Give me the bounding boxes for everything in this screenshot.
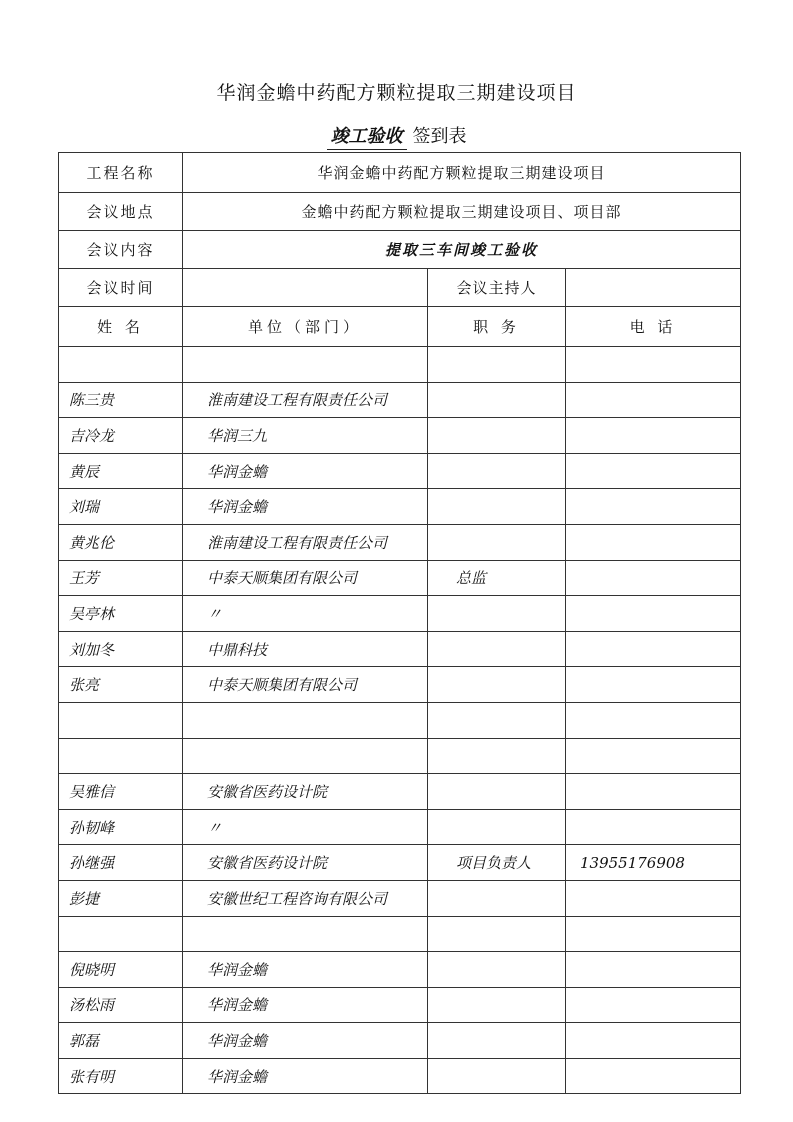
signature-phone-cell: 13955176908 — [566, 845, 741, 881]
signature-name-cell: 孙继强 — [59, 845, 183, 881]
time-row — [59, 269, 741, 307]
signature-position-cell — [428, 774, 566, 810]
signature-name-cell: 郭磊 — [59, 1023, 183, 1059]
signature-position-cell — [428, 987, 566, 1023]
content-value: 提取三车间竣工验收 — [183, 231, 741, 269]
time-value — [183, 269, 428, 307]
signature-name-cell: 刘加冬 — [59, 631, 183, 667]
signature-unit-cell: 中泰天顺集团有限公司 — [183, 560, 428, 596]
document-title: 华润金蟾中药配方颗粒提取三期建设项目 — [216, 82, 577, 104]
signature-unit-cell: 安徽省医药设计院 — [183, 845, 428, 881]
col-unit-header: 单位（部门） — [183, 307, 428, 347]
signature-name-cell: 陈三贵 — [59, 382, 183, 418]
table-row — [59, 1058, 741, 1094]
col-phone-header: 电 话 — [566, 307, 741, 347]
signature-phone-cell — [566, 774, 741, 810]
col-name-header: 姓 名 — [59, 307, 183, 347]
signature-name-cell: 彭捷 — [59, 880, 183, 916]
table-row — [59, 702, 741, 738]
signature-position-cell: 项目负责人 — [428, 845, 566, 881]
table-row — [59, 667, 741, 703]
signature-name-cell — [59, 738, 183, 774]
signature-phone-cell — [566, 809, 741, 845]
signature-unit-cell: 华润金蟾 — [183, 453, 428, 489]
table-row — [59, 596, 741, 632]
project-label: 工程名称 — [59, 153, 183, 193]
signature-position-cell — [428, 524, 566, 560]
signature-phone-cell — [566, 952, 741, 988]
signature-unit-cell: 华润金蟾 — [183, 952, 428, 988]
signature-name-cell — [59, 347, 183, 383]
table-row — [59, 489, 741, 525]
table-row — [59, 524, 741, 560]
host-label: 会议主持人 — [428, 269, 566, 307]
signature-unit-cell — [183, 347, 428, 383]
signature-unit-cell: 安徽世纪工程咨询有限公司 — [183, 880, 428, 916]
table-row — [59, 453, 741, 489]
signature-position-cell — [428, 489, 566, 525]
table-row — [59, 987, 741, 1023]
signature-name-cell: 吴雅信 — [59, 774, 183, 810]
subtitle-printed: 签到表 — [412, 126, 467, 147]
col-position-header: 职 务 — [428, 307, 566, 347]
signature-name-cell: 黄兆伦 — [59, 524, 183, 560]
signature-unit-cell: 华润三九 — [183, 418, 428, 454]
signature-phone-cell — [566, 453, 741, 489]
table-row — [59, 845, 741, 881]
signature-unit-cell: 华润金蟾 — [183, 1058, 428, 1094]
sign-in-table — [58, 152, 741, 1094]
signature-name-cell: 张有明 — [59, 1058, 183, 1094]
signature-unit-cell: 〃 — [183, 809, 428, 845]
project-row — [59, 153, 741, 193]
location-value: 金蟾中药配方颗粒提取三期建设项目、项目部 — [183, 193, 741, 231]
signature-name-cell: 汤松雨 — [59, 987, 183, 1023]
signature-name-cell — [59, 702, 183, 738]
signature-position-cell — [428, 738, 566, 774]
signature-position-cell — [428, 418, 566, 454]
signature-unit-cell: 中泰天顺集团有限公司 — [183, 667, 428, 703]
signature-position-cell — [428, 453, 566, 489]
signature-name-cell: 吉冷龙 — [59, 418, 183, 454]
signature-phone-cell — [566, 524, 741, 560]
signature-position-cell — [428, 952, 566, 988]
project-value: 华润金蟾中药配方颗粒提取三期建设项目 — [183, 153, 741, 193]
signature-position-cell — [428, 916, 566, 952]
table-row — [59, 418, 741, 454]
table-row — [59, 560, 741, 596]
table-row — [59, 916, 741, 952]
signature-unit-cell: 〃 — [183, 596, 428, 632]
signature-position-cell — [428, 702, 566, 738]
signature-phone-cell — [566, 347, 741, 383]
signature-name-cell: 刘瑞 — [59, 489, 183, 525]
table-row — [59, 347, 741, 383]
signature-unit-cell: 中鼎科技 — [183, 631, 428, 667]
signature-unit-cell: 安徽省医药设计院 — [183, 774, 428, 810]
table-row — [59, 382, 741, 418]
signature-phone-cell — [566, 1023, 741, 1059]
document-subtitle — [0, 122, 793, 148]
signature-position-cell: 总监 — [428, 560, 566, 596]
location-label: 会议地点 — [59, 193, 183, 231]
table-row — [59, 809, 741, 845]
signature-phone-cell — [566, 382, 741, 418]
signature-position-cell — [428, 1058, 566, 1094]
signature-phone-cell — [566, 702, 741, 738]
signature-phone-cell — [566, 916, 741, 952]
signature-name-cell: 倪晓明 — [59, 952, 183, 988]
column-header-row — [59, 307, 741, 347]
signature-name-cell: 黄辰 — [59, 453, 183, 489]
host-value — [566, 269, 741, 307]
signature-phone-cell — [566, 987, 741, 1023]
signature-phone-cell — [566, 489, 741, 525]
signature-phone-cell — [566, 596, 741, 632]
signature-unit-cell — [183, 738, 428, 774]
signature-phone-cell — [566, 667, 741, 703]
table-row — [59, 738, 741, 774]
signature-phone-cell — [566, 560, 741, 596]
signature-name-cell: 孙韧峰 — [59, 809, 183, 845]
signature-position-cell — [428, 667, 566, 703]
table-row — [59, 631, 741, 667]
signature-name-cell: 张亮 — [59, 667, 183, 703]
signature-name-cell: 王芳 — [59, 560, 183, 596]
content-row — [59, 231, 741, 269]
signature-unit-cell: 华润金蟾 — [183, 987, 428, 1023]
signature-position-cell — [428, 809, 566, 845]
location-row — [59, 193, 741, 231]
signature-unit-cell: 淮南建设工程有限责任公司 — [183, 524, 428, 560]
table-row — [59, 880, 741, 916]
signature-phone-cell — [566, 880, 741, 916]
signature-position-cell — [428, 631, 566, 667]
signature-phone-cell — [566, 1058, 741, 1094]
content-label: 会议内容 — [59, 231, 183, 269]
signature-name-cell — [59, 916, 183, 952]
signature-position-cell — [428, 347, 566, 383]
signature-unit-cell: 淮南建设工程有限责任公司 — [183, 382, 428, 418]
table-row — [59, 774, 741, 810]
signature-unit-cell: 华润金蟾 — [183, 1023, 428, 1059]
table-row — [59, 952, 741, 988]
signature-position-cell — [428, 596, 566, 632]
table-row — [59, 1023, 741, 1059]
signature-position-cell — [428, 1023, 566, 1059]
signature-phone-cell — [566, 418, 741, 454]
signature-unit-cell — [183, 916, 428, 952]
signature-phone-cell — [566, 738, 741, 774]
signature-name-cell: 吴亭林 — [59, 596, 183, 632]
signature-position-cell — [428, 880, 566, 916]
subtitle-handwritten: 竣工验收 — [327, 126, 407, 150]
signature-position-cell — [428, 382, 566, 418]
time-label: 会议时间 — [59, 269, 183, 307]
signature-phone-cell — [566, 631, 741, 667]
signature-unit-cell — [183, 702, 428, 738]
signature-unit-cell: 华润金蟾 — [183, 489, 428, 525]
